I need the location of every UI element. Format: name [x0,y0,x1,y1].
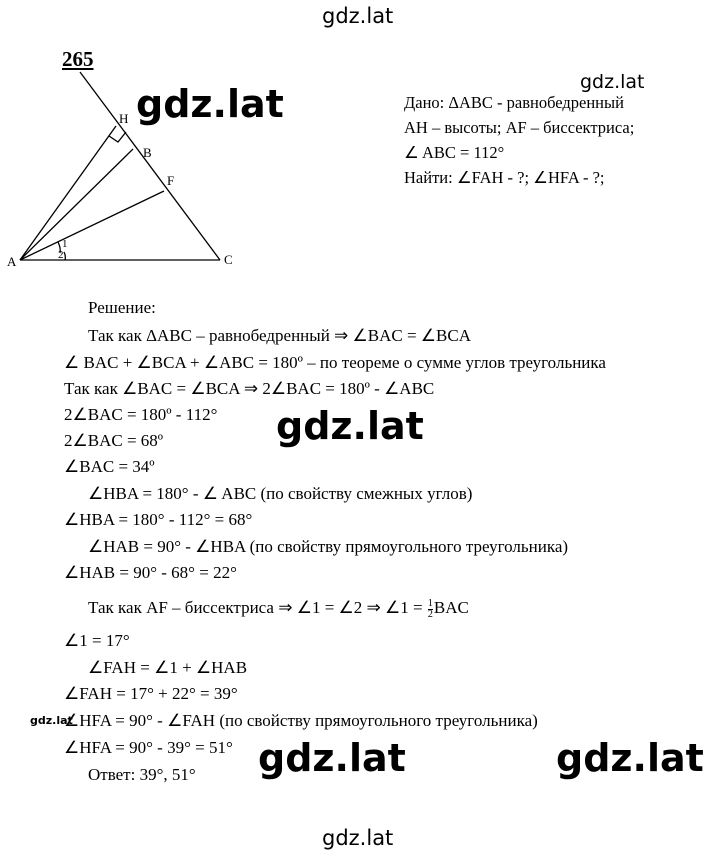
solution-line: ∠FAH = 17° + 22° = 39° [64,684,238,703]
find-line: Найти: ∠FAH - ?; ∠HFA - ?; [404,168,605,187]
solution-line: ∠FAH = ∠1 + ∠HAB [88,658,248,677]
given-line: AH – высоты; AF – биссектриса; [404,118,635,137]
half-fraction [428,599,433,620]
fraction-denominator: 2 [427,608,433,620]
watermark-big: gdz.lat [276,404,424,448]
angle-arc-2 [64,252,65,260]
watermark-top: gdz.lat [322,4,394,28]
given-block [404,90,634,190]
solution-line: Так как ΔABC – равнобедренный ⇒ ∠BAC = ∠BCA [88,326,472,345]
solution-line: ∠HFA = 90° - 39° = 51° [64,738,233,757]
watermark-small-right: gdz.lat [580,71,645,93]
solution-line: ∠HAB = 90° - ∠HBA (по свойству прямоугольного треугольника) [88,537,569,556]
fraction-suffix: BAC [433,598,469,617]
watermark-bottom: gdz.lat [322,826,394,850]
given-line: Дано: ΔABC - равнобедренный [404,93,624,112]
solution-heading: Решение: [88,298,156,317]
answer-line: Ответ: 39°, 51° [88,765,196,784]
watermark-big: gdz.lat [136,82,284,126]
right-angle-mark [109,132,126,142]
watermark-big: gdz.lat [556,736,704,780]
label-a: A [7,254,17,269]
label-h: H [119,111,129,126]
solution-line: ∠HAB = 90° - 68° = 22° [64,563,237,582]
line-af [20,191,164,260]
line-ab [20,149,133,260]
line-ah [20,126,116,260]
label-angle-1: 1 [62,238,68,250]
watermark-big: gdz.lat [258,736,406,780]
solution-line: ∠BAC = 34º [64,457,155,476]
solution-line: ∠HBA = 180° - ∠ ABC (по свойству смежных углов) [88,484,473,503]
solution-line-bisector [88,596,469,620]
solution-line: Так как ∠BAC = ∠BCA ⇒ 2∠BAC = 180º - ∠ABC [64,379,435,398]
solution-line: 2∠BAC = 180º - 112° [64,405,218,424]
label-c: C [224,252,233,267]
solution-line: ∠HFA = 90° - ∠FAH (по свойству прямоугольного треугольника) [64,711,538,730]
bisector-text: Так как AF – биссектриса ⇒ ∠1 = ∠2 ⇒ ∠1 = [88,598,423,617]
solution-line: ∠HBA = 180° - 112° = 68° [64,510,253,529]
fraction-numerator: 1 [427,597,433,609]
given-line: ∠ ABC = 112° [404,143,505,162]
solution-line: 2∠BAC = 68º [64,431,164,450]
solution-line: ∠1 = 17° [64,631,130,650]
label-b: B [143,145,152,160]
label-angle-2: 2 [58,249,64,261]
label-f: F [167,173,175,188]
watermark-tiny: gdz.lat [30,714,73,727]
solution-line: ∠ BAC + ∠BCA + ∠ABC = 180º – по теореме о сумме углов треугольника [64,353,606,372]
problem-number: 265 [62,47,94,71]
